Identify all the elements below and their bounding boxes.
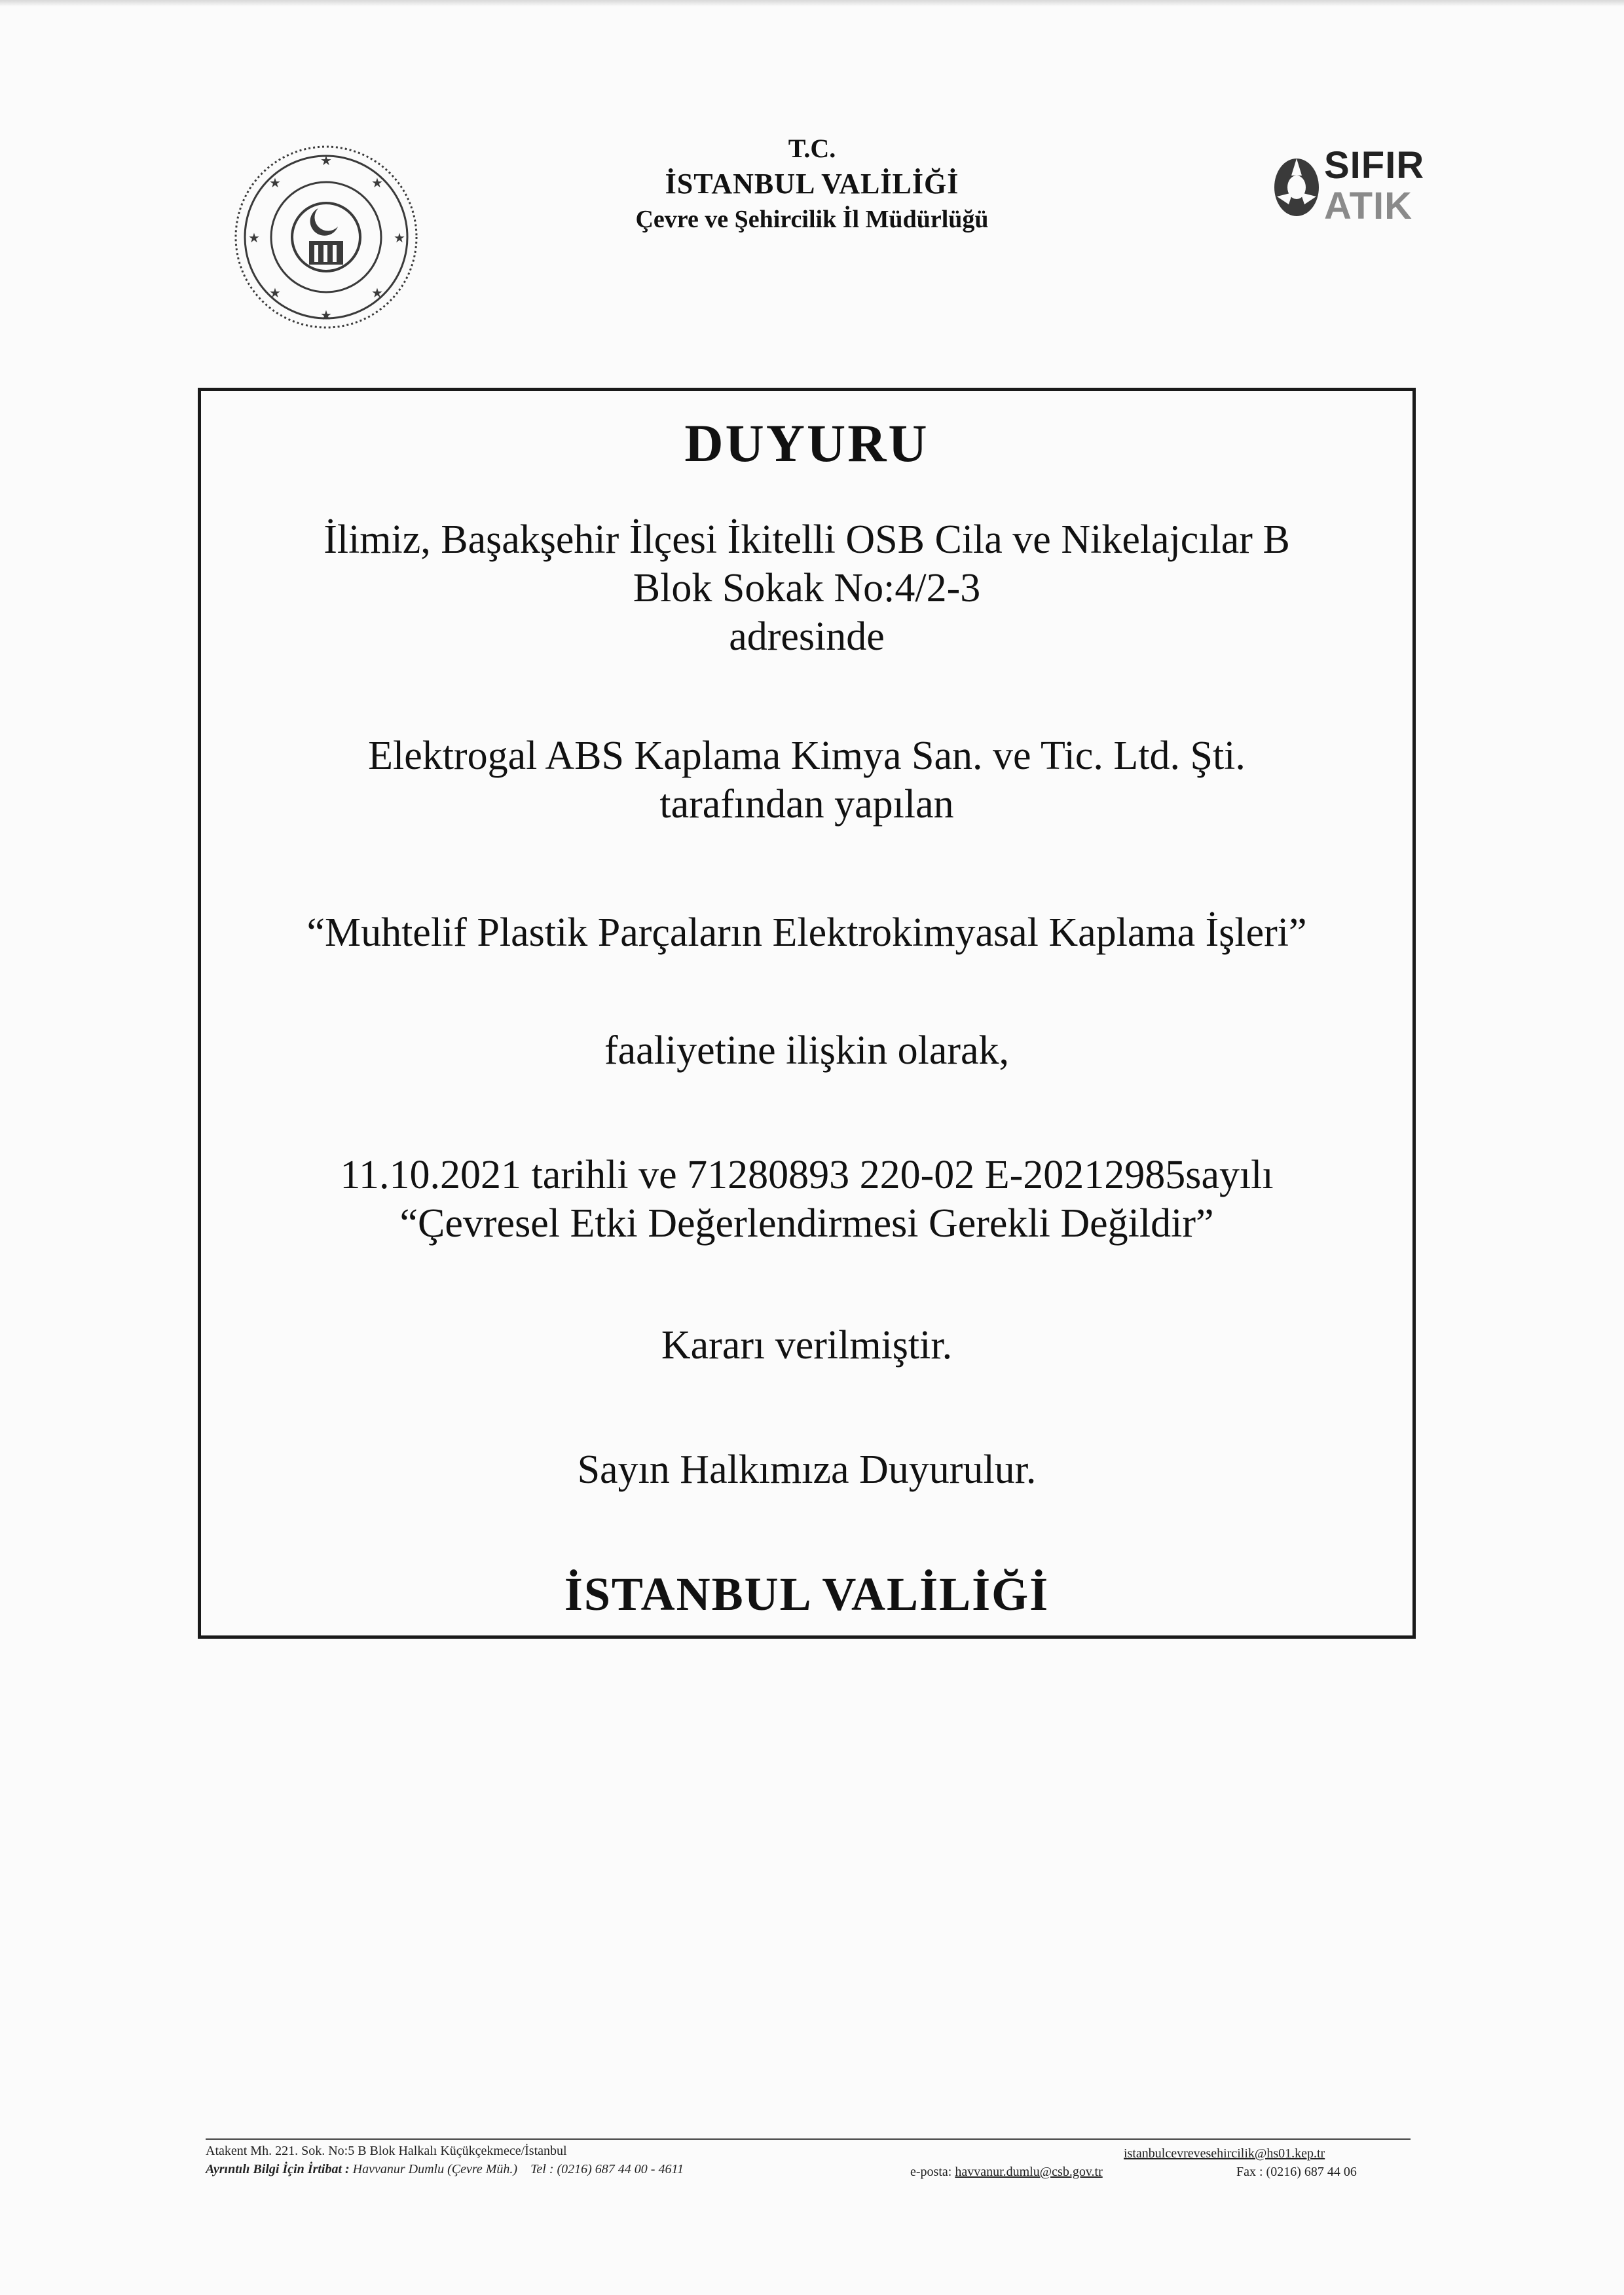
footer-phone: Tel : (0216) 687 44 00 - 4611 bbox=[530, 2162, 684, 2176]
footer-address: Atakent Mh. 221. Sok. No:5 B Blok Halkalı Küçükçekmece/İstanbul bbox=[206, 2144, 567, 2158]
notice-title: DUYURU bbox=[684, 413, 929, 473]
header-department: Çevre ve Şehircilik İl Müdürlüğü bbox=[635, 206, 989, 233]
footer-fax: Fax : (0216) 687 44 06 bbox=[1236, 2165, 1357, 2179]
zero-waste-icon bbox=[1270, 144, 1323, 229]
svg-text:★: ★ bbox=[269, 285, 281, 301]
address-paragraph bbox=[201, 515, 1412, 661]
svg-text:★: ★ bbox=[269, 175, 281, 191]
company-paragraph bbox=[201, 732, 1412, 829]
company-name: Elektrogal ABS Kaplama Kimya San. ve Tic. Ltd. Şti. bbox=[368, 734, 1246, 778]
signature-office: İSTANBUL VALİLİĞİ bbox=[564, 1568, 1050, 1620]
svg-text:★: ★ bbox=[371, 285, 383, 301]
footer-contact-label: Ayrıntılı Bilgi İçin İrtibat : bbox=[206, 2162, 350, 2176]
address-line-3: adresinde bbox=[729, 614, 885, 659]
footer-kep-address[interactable]: istanbulcevrevesehircilik@hs01.kep.tr bbox=[1124, 2146, 1325, 2161]
verdict-text: Kararı verilmiştir. bbox=[661, 1323, 953, 1368]
address-line-2: Blok Sokak No:4/2-3 bbox=[633, 566, 981, 610]
footer-contact bbox=[206, 2161, 684, 2177]
footer-email bbox=[910, 2164, 1103, 2180]
decision-title: “Çevresel Etki Değerlendirmesi Gerekli Değildir” bbox=[399, 1201, 1214, 1246]
footer-contact-person: Havvanur Dumlu (Çevre Müh.) bbox=[352, 2162, 518, 2176]
footer-email-label: e-posta: bbox=[910, 2165, 952, 2179]
footer-email-link[interactable]: havvanur.dumlu@csb.gov.tr bbox=[955, 2165, 1103, 2179]
address-line-1: İlimiz, Başakşehir İlçesi İkitelli OSB Cila ve Nikelajcılar B bbox=[323, 517, 1290, 562]
announcement-box bbox=[198, 388, 1416, 1639]
decision-reference: 11.10.2021 tarihli ve 71280893 220-02 E-20212985sayılı bbox=[340, 1153, 1274, 1197]
zero-waste-text-1: SIFIR bbox=[1324, 144, 1425, 187]
svg-text:★: ★ bbox=[320, 153, 332, 168]
header-office: İSTANBUL VALİLİĞİ bbox=[665, 168, 959, 200]
zero-waste-logo bbox=[1270, 144, 1425, 242]
decision-paragraph bbox=[201, 1151, 1412, 1248]
header-tc: T.C. bbox=[788, 134, 836, 163]
svg-text:★: ★ bbox=[394, 230, 405, 246]
activity-name: “Muhtelif Plastik Parçaların Elektrokimyasal Kaplama İşleri” bbox=[306, 910, 1307, 955]
svg-text:★: ★ bbox=[320, 307, 332, 323]
company-suffix: tarafından yapılan bbox=[659, 782, 954, 827]
footer-divider bbox=[206, 2138, 1411, 2140]
svg-text:★: ★ bbox=[371, 175, 383, 191]
public-announcement: Sayın Halkımıza Duyurulur. bbox=[577, 1447, 1037, 1492]
svg-text:★: ★ bbox=[248, 230, 260, 246]
zero-waste-text-2: ATIK bbox=[1324, 185, 1413, 227]
relation-text: faaliyetine ilişkin olarak, bbox=[604, 1028, 1010, 1073]
scan-edge bbox=[0, 0, 1624, 7]
